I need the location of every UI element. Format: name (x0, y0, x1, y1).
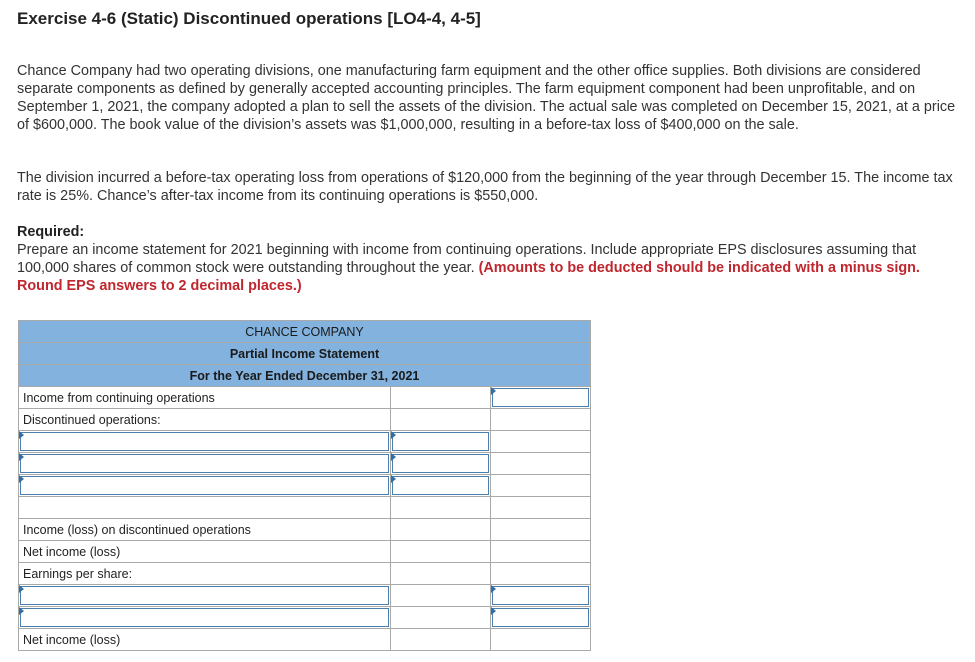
table-row (19, 431, 591, 453)
problem-paragraph-1: Chance Company had two operating divisions, one manufacturing farm equipment and the other office supplies. Both divisions are considered separate components as defined by generally accepted accounting principles. The farm equipment component had been unprofitable, and on September 1, 2021, the company adopted a plan to sell the assets of the division. The actual sale was completed on December 15, 2021, at a price of $600,000. The book value of the division’s assets was $1,000,000, resulting in a before-tax loss of $400,000 on the sale. (17, 63, 956, 133)
discontinued-amount-input-2[interactable] (391, 453, 491, 475)
input-marker-icon (391, 475, 396, 483)
row-label: Earnings per share: (19, 563, 391, 585)
input-marker-icon (391, 431, 396, 439)
exercise-title: Exercise 4-6 (Static) Discontinued operations [LO4-4, 4-5] (17, 9, 481, 28)
eps-label-select-2[interactable] (19, 607, 391, 629)
table-row (19, 387, 591, 409)
table-row (19, 453, 591, 475)
company-name: CHANCE COMPANY (19, 321, 591, 343)
input-marker-icon (19, 453, 24, 461)
eps-amount-input-1[interactable] (491, 585, 591, 607)
statement-header-row (19, 365, 591, 387)
empty-cell (391, 629, 491, 651)
eps-amount-input-2[interactable] (491, 607, 591, 629)
row-label: Discontinued operations: (19, 409, 391, 431)
empty-cell (391, 541, 491, 563)
required-label: Required: (17, 224, 85, 240)
input-marker-icon (491, 585, 496, 593)
required-text: Prepare an income statement for 2021 beginning with income from continuing operations. Include appropriate EPS disclosures assuming that 100,000 shares of common stock were outstanding throughout the year. (17, 242, 917, 276)
statement-period: For the Year Ended December 31, 2021 (19, 365, 591, 387)
empty-cell (491, 453, 591, 475)
empty-cell (491, 475, 591, 497)
empty-cell (491, 563, 591, 585)
problem-paragraph-2: The division incurred a before-tax operating loss from operations of $120,000 from the beginning of the year through December 15. The income tax rate is 25%. Chance’s after-tax income from its continuing operations is $550,000. (17, 170, 953, 204)
required-note: (Amounts to be deducted should be indicated with a minus sign. Round EPS answers to 2 decimal places.) (17, 260, 920, 294)
statement-name: Partial Income Statement (19, 343, 591, 365)
row-label: Net income (loss) (19, 629, 391, 651)
table-row (19, 541, 591, 563)
empty-cell (391, 607, 491, 629)
input-marker-icon (19, 607, 24, 615)
table-row (19, 475, 591, 497)
empty-cell (391, 519, 491, 541)
empty-cell (391, 585, 491, 607)
empty-cell (391, 409, 491, 431)
net-income-amount (491, 541, 591, 563)
table-row (19, 563, 591, 585)
empty-cell (19, 497, 391, 519)
input-marker-icon (19, 475, 24, 483)
table-row (19, 629, 591, 651)
input-marker-icon (19, 431, 24, 439)
row-label: Income from continuing operations (19, 387, 391, 409)
empty-cell (491, 497, 591, 519)
row-label: Net income (loss) (19, 541, 391, 563)
discontinued-amount-input-1[interactable] (391, 431, 491, 453)
empty-cell (391, 387, 491, 409)
table-row (19, 409, 591, 431)
input-marker-icon (491, 387, 496, 395)
statement-header-row (19, 321, 591, 343)
net-income-eps-amount (491, 629, 591, 651)
income-discontinued-amount (491, 519, 591, 541)
income-statement-table (18, 320, 591, 651)
discontinued-label-select-3[interactable] (19, 475, 391, 497)
empty-cell (391, 563, 491, 585)
table-row (19, 607, 591, 629)
continuing-amount-input[interactable] (491, 387, 591, 409)
row-label: Income (loss) on discontinued operations (19, 519, 391, 541)
table-row (19, 585, 591, 607)
discontinued-amount-input-3[interactable] (391, 475, 491, 497)
discontinued-label-select-2[interactable] (19, 453, 391, 475)
eps-label-select-1[interactable] (19, 585, 391, 607)
discontinued-label-select-1[interactable] (19, 431, 391, 453)
input-marker-icon (491, 607, 496, 615)
table-row (19, 519, 591, 541)
input-marker-icon (19, 585, 24, 593)
input-marker-icon (391, 453, 396, 461)
statement-header-row (19, 343, 591, 365)
required-paragraph (17, 223, 962, 295)
table-row (19, 497, 591, 519)
empty-cell (491, 409, 591, 431)
empty-cell (391, 497, 491, 519)
empty-cell (491, 431, 591, 453)
